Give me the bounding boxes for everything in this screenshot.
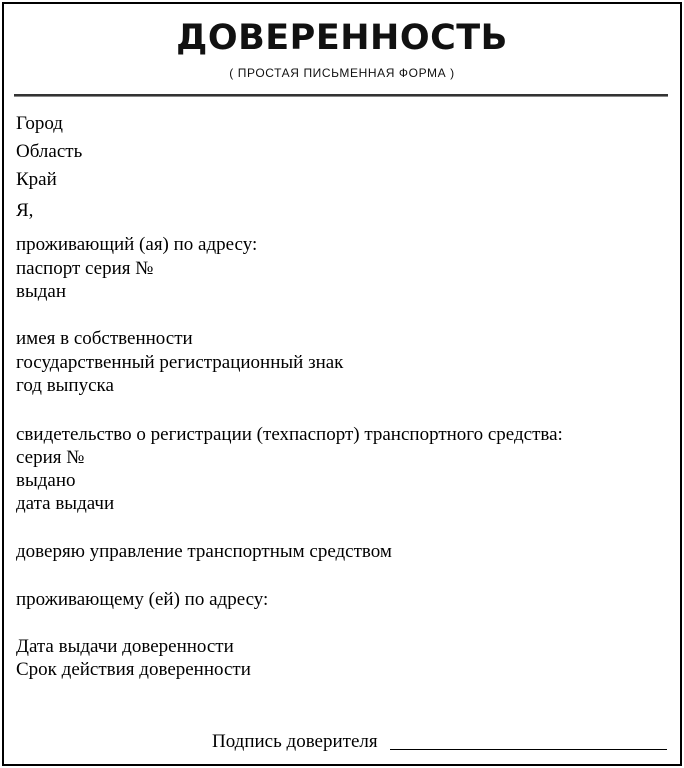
manufacture-year-label: год выпуска <box>16 375 114 396</box>
certificate-series-label: серия № <box>16 447 85 468</box>
city-field-label: Город <box>16 113 63 134</box>
certificate-issued-label: выдано <box>16 470 76 491</box>
principal-name-label: Я, <box>16 200 34 221</box>
agent-address-label: проживающему (ей) по адресу: <box>16 589 269 610</box>
passport-issued-label: выдан <box>16 281 67 302</box>
entrust-statement: доверяю управление транспортным средством <box>16 541 392 562</box>
region-field-label: Область <box>16 141 83 162</box>
header-divider <box>14 94 668 97</box>
vehicle-certificate-label: свидетельство о регистрации (техпаспорт) транспортного средства: <box>16 424 563 445</box>
passport-series-label: паспорт серия № <box>16 258 154 279</box>
ownership-label: имея в собственности <box>16 328 193 349</box>
principal-address-label: проживающий (ая) по адресу: <box>16 234 258 255</box>
document-title: ДОВЕРЕННОСТЬ <box>176 18 508 58</box>
registration-plate-label: государственный регистрационный знак <box>16 352 344 373</box>
signature-line <box>390 749 667 750</box>
validity-period-label: Срок действия доверенности <box>16 659 251 680</box>
issue-date-label: Дата выдачи доверенности <box>16 636 234 657</box>
territory-field-label: Край <box>16 169 57 190</box>
certificate-date-label: дата выдачи <box>16 493 115 514</box>
document-subtitle: ( ПРОСТАЯ ПИСЬМЕННАЯ ФОРМА ) <box>229 66 455 80</box>
signature-label: Подпись доверителя <box>212 731 378 752</box>
